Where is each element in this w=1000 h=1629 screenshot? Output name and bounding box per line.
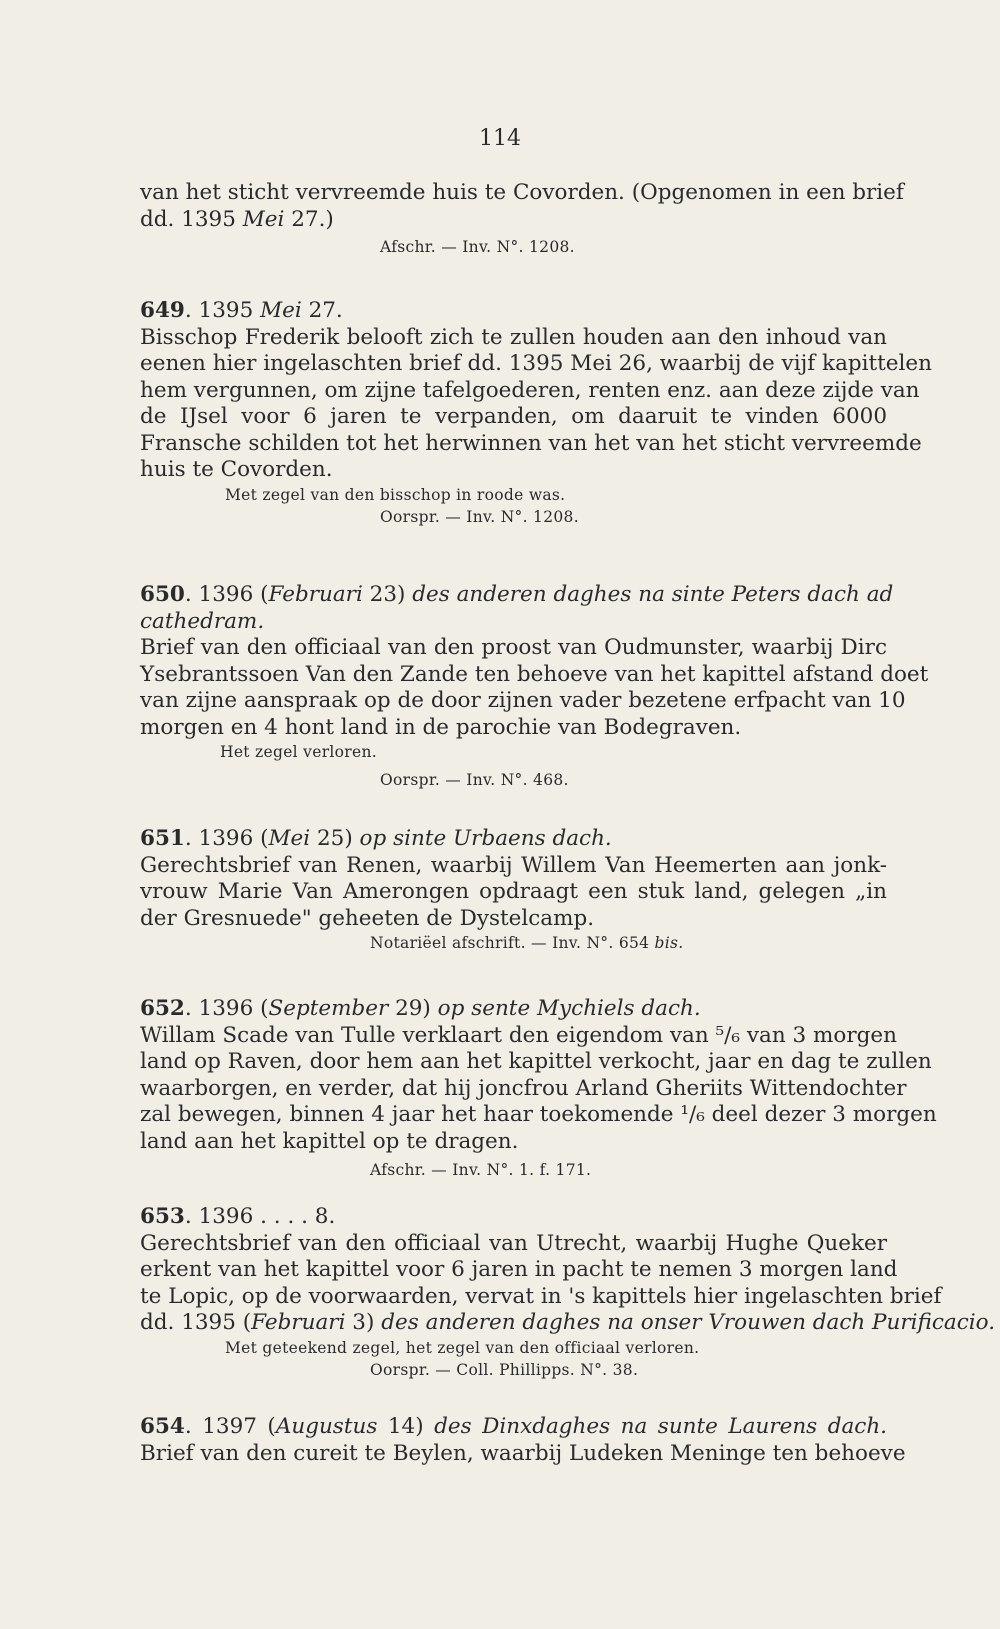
intro-continuation xyxy=(140,180,904,258)
entry-650-line: Brief van den officiaal van den proost van Oudmunster, waarbij Dirc xyxy=(140,635,887,660)
entry-number: 654 xyxy=(140,1414,185,1439)
entry-650-heading: 650. 1396 (Februari 23) des anderen daghes na sinte Peters dach ad xyxy=(140,582,894,607)
entry-653-heading: 653. 1396 . . . . 8. xyxy=(140,1204,336,1229)
entry-649-line: hem vergunnen, om zijne tafelgoederen, renten enz. aan deze zijde van xyxy=(140,377,920,403)
entry-650 xyxy=(140,582,929,791)
entry-650-seal: Het zegel verloren. xyxy=(220,743,377,761)
entry-653-source: Oorspr. — Coll. Phillipps. N°. 38. xyxy=(370,1360,639,1379)
entry-649-heading: 649. 1395 Mei 27. xyxy=(140,298,343,323)
entry-652-line: land aan het kapittel op te dragen. xyxy=(140,1128,519,1154)
entry-number: 653 xyxy=(140,1204,185,1229)
entry-649-line: de IJsel voor 6 jaren te verpanden, om daaruit te vinden 6000 xyxy=(140,404,887,429)
entry-651-line: Gerechtsbrief van Renen, waarbij Willem Van Heemerten aan jonk- xyxy=(140,852,887,878)
page-number: 114 xyxy=(479,126,521,151)
entry-650-line: Ysebrantssoen Van den Zande ten behoeve van het kapittel afstand doet xyxy=(140,661,929,687)
entry-653-line: erkent van het kapittel voor 6 jaren in pacht te nemen 3 morgen land xyxy=(140,1257,898,1282)
entry-653-line: dd. 1395 (Februari 3) des anderen daghes na onser Vrouwen dach Purificacio. xyxy=(140,1310,996,1335)
entry-650-heading-cont: cathedram. xyxy=(140,608,265,634)
entry-653-line: te Lopic, op de voorwaarden, vervat in 's kapittels hier ingelaschten brief xyxy=(140,1283,942,1309)
entry-649-seal: Met zegel van den bisschop in roode was. xyxy=(225,485,566,504)
entry-652-heading: 652. 1396 (September 29) op sente Mychiels dach. xyxy=(140,996,701,1021)
entry-649-line: Bisschop Frederik belooft zich te zullen houden aan den inhoud van xyxy=(140,324,887,350)
intro-line-2: dd. 1395 Mei 27.) xyxy=(140,206,334,232)
entry-651-line: vrouw Marie Van Amerongen opdraagt een stuk land, gelegen „in xyxy=(140,879,887,904)
intro-source: Afschr. — Inv. N°. 1208. xyxy=(380,238,575,256)
entry-652-line: waarborgen, en verder, dat hij joncfrou Arland Gheriits Wittendochter xyxy=(140,1075,907,1101)
entry-653 xyxy=(140,1204,996,1381)
entry-651 xyxy=(140,826,887,954)
entry-number: 649 xyxy=(140,298,185,323)
entry-650-line: morgen en 4 hont land in de parochie van Bodegraven. xyxy=(140,714,742,740)
entry-653-seal: Met geteekend zegel, het zegel van den officiaal verloren. xyxy=(225,1338,700,1357)
entry-number: 652 xyxy=(140,996,185,1021)
entry-650-source: Oorspr. — Inv. N°. 468. xyxy=(380,771,569,789)
intro-line-1: van het sticht vervreemde huis te Covorden. (Opgenomen in een brief xyxy=(140,180,904,205)
entry-651-heading: 651. 1396 (Mei 25) op sinte Urbaens dach. xyxy=(140,826,612,851)
entry-652-line: zal bewegen, binnen 4 jaar het haar toekomende ¹/₆ deel dezer 3 morgen xyxy=(140,1102,937,1127)
entry-649 xyxy=(140,298,932,528)
entry-654-heading: 654. 1397 (Augustus 14) des Dinxdaghes na sunte Laurens dach. xyxy=(140,1414,888,1439)
entry-651-source: Notariëel afschrift. — Inv. N°. 654 bis. xyxy=(370,934,684,952)
entry-654-line: Brief van den cureit te Beylen, waarbij Ludeken Meninge ten behoeve xyxy=(140,1440,906,1466)
entry-652 xyxy=(140,996,937,1181)
entry-652-line: Willam Scade van Tulle verklaart den eigendom van ⁵/₆ van 3 morgen xyxy=(140,1022,897,1048)
entry-649-source: Oorspr. — Inv. N°. 1208. xyxy=(380,507,579,526)
entry-652-source: Afschr. — Inv. N°. 1. f. 171. xyxy=(370,1161,592,1179)
entry-649-line: eenen hier ingelaschten brief dd. 1395 Mei 26, waarbij de vijf kapittelen xyxy=(140,351,932,376)
entry-654 xyxy=(140,1414,906,1467)
entry-649-line: huis te Covorden. xyxy=(140,457,333,482)
entry-number: 650 xyxy=(140,582,185,607)
entry-651-line: der Gresnuede" geheeten de Dystelcamp. xyxy=(140,905,595,931)
entry-649-line: Fransche schilden tot het herwinnen van het van het sticht vervreemde xyxy=(140,430,922,456)
entry-number: 651 xyxy=(140,826,185,851)
entry-650-line: van zijne aanspraak op de door zijnen vader bezetene erfpacht van 10 xyxy=(140,688,906,713)
entry-652-line: land op Raven, door hem aan het kapittel verkocht, jaar en dag te zullen xyxy=(140,1049,932,1074)
entry-653-line: Gerechtsbrief van den officiaal van Utrecht, waarbij Hughe Queker xyxy=(140,1230,887,1256)
